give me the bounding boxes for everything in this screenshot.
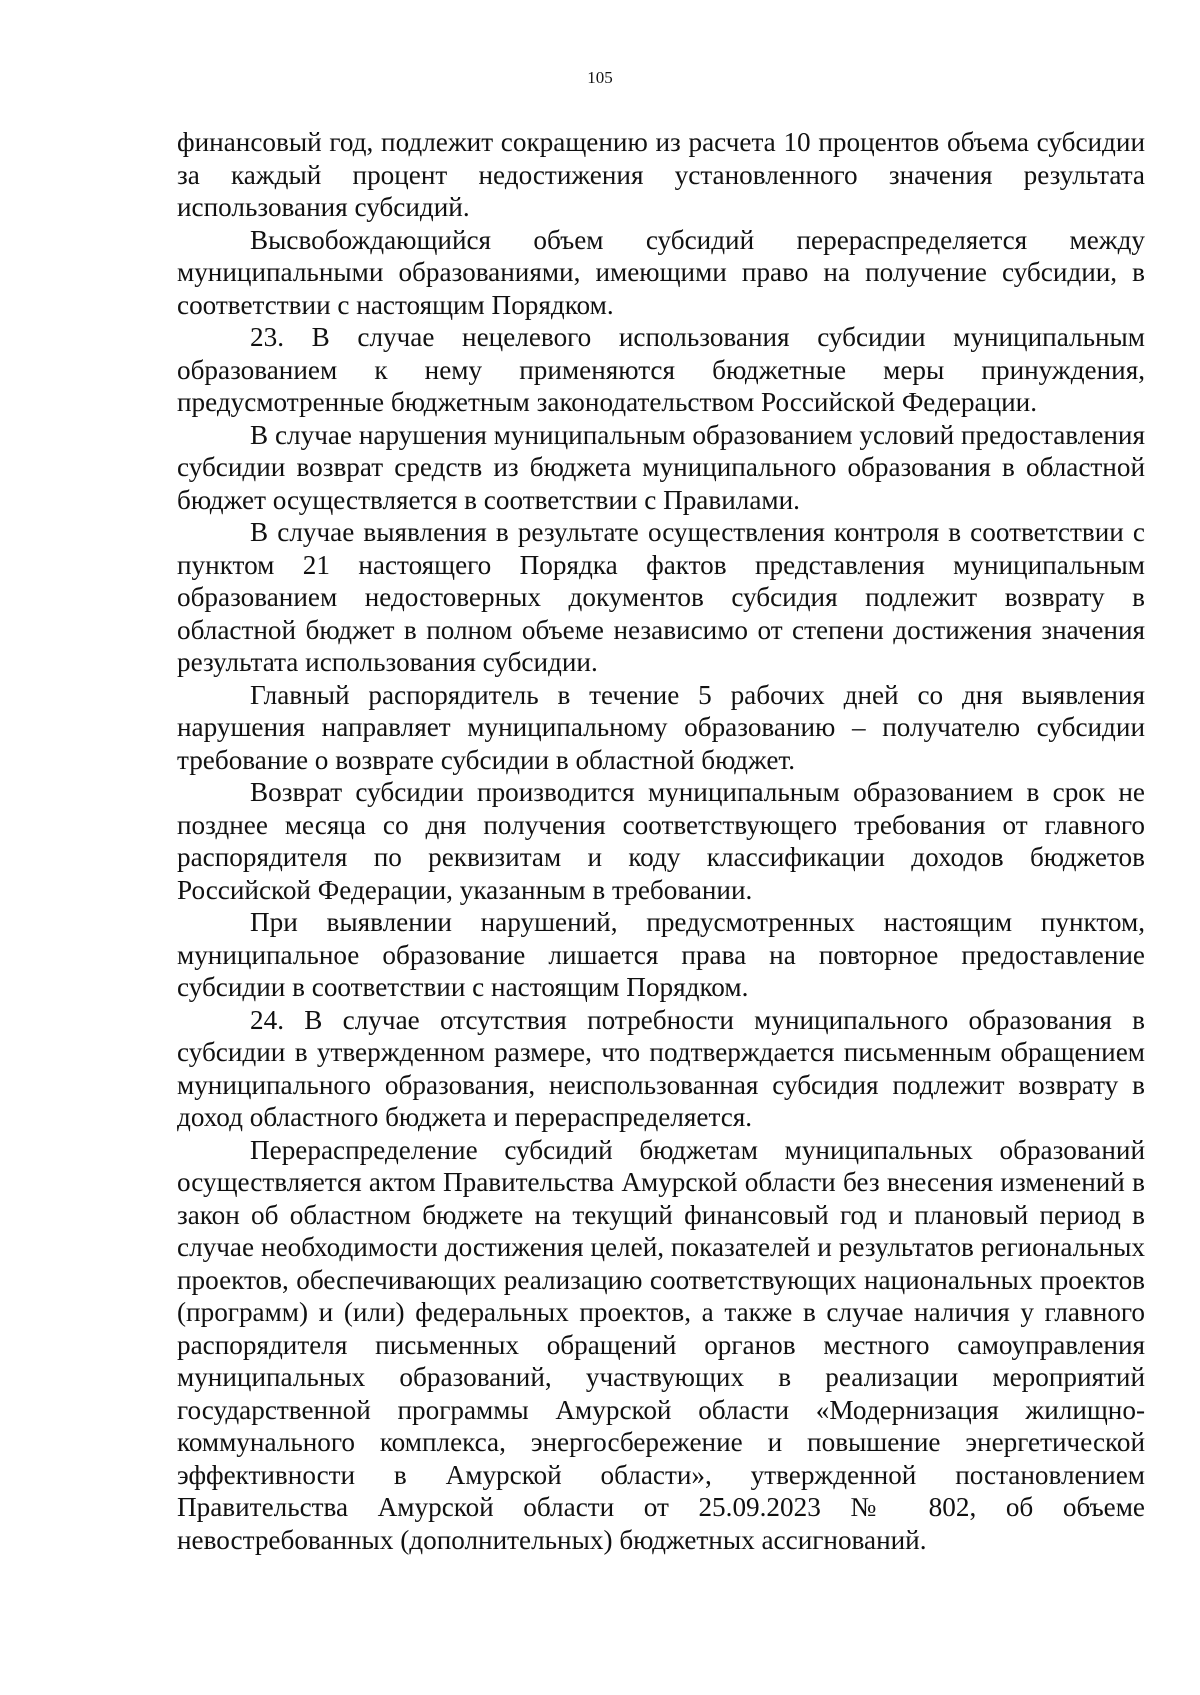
document-body — [177, 126, 1145, 1556]
page-number: 105 — [587, 68, 613, 87]
paragraph-deprivation: При выявлении нарушений, предусмотренных настоящим пунктом, муниципальное образование лишается права на повторное предоставление субсидии в соответствии с настоящим Порядком. — [177, 907, 1145, 1002]
paragraph-return-deadline: Возврат субсидии производится муниципальным образованием в срок не позднее месяца со дня получения соответствующего требования от главного распорядителя по реквизитам и коду классификации доходов бюджетов Российской Федерации, указанным в требовании. — [177, 777, 1145, 905]
paragraph-chief-administrator: Главный распорядитель в течение 5 рабочих дней со дня выявления нарушения направляет муниципальному образованию – получателю субсидии требование о возврате субсидии в областной бюджет. — [177, 679, 1145, 775]
paragraph-clause-24: 24. В случае отсутствия потребности муниципального образования в субсидии в утвержденном размере, что подтверждается письменным обращением муниципального образования, неиспользованная субсидия подлежит возврату в доход областного бюджета и перераспределяется. — [177, 1004, 1145, 1132]
paragraph-violation-return: В случае нарушения муниципальным образованием условий предоставления субсидии возврат средств из бюджета муниципального образования в областной бюджет осуществляется в соответствии с Правилами. — [177, 419, 1145, 515]
paragraph-control-findings: В случае выявления в результате осуществления контроля в соответствии с пунктом 21 настоящего Порядка фактов представления муниципальным образованием недостоверных документов субсидия подлежит возврату в областной бюджет в полном объеме независимо от степени достижения значения результата использования субсидии. — [177, 517, 1145, 677]
paragraph-continuation: финансовый год, подлежит сокращению из расчета 10 процентов объема субсидии за каждый процент недостижения установленного значения результата использования субсидий. — [177, 127, 1145, 222]
paragraph-reallocation: Перераспределение субсидий бюджетам муниципальных образований осуществляется актом Правительства Амурской области без внесения изменений в закон об областном бюджете на текущий финансовый год и плановый период в случае необходимости достижения целей, показателей и результатов региональных проектов, обеспечивающих реализацию соответствующих национальных проектов (программ) и (или) федеральных проектов, а также в случае наличия у главного распорядителя письменных обращений органов местного самоуправления муниципальных образований, участвующих в реализации мероприятий государственной программы Амурской области «Модернизация жилищно-коммунального комплекса, энергосбережение и повышение энергетической эффективности в Амурской области», утвержденной постановлением Правительства Амурской области от 25.09.2023 № 802, об объеме невостребованных (дополнительных) бюджетных ассигнований. — [177, 1134, 1145, 1555]
paragraph-redistribution: Высвобождающийся объем субсидий перераспределяется между муниципальными образованиями, имеющими право на получение субсидии, в соответствии с настоящим Порядком. — [177, 224, 1145, 320]
paragraph-clause-23: 23. В случае нецелевого использования субсидии муниципальным образованием к нему применяются бюджетные меры принуждения, предусмотренные бюджетным законодательством Российской Федерации. — [177, 322, 1145, 417]
